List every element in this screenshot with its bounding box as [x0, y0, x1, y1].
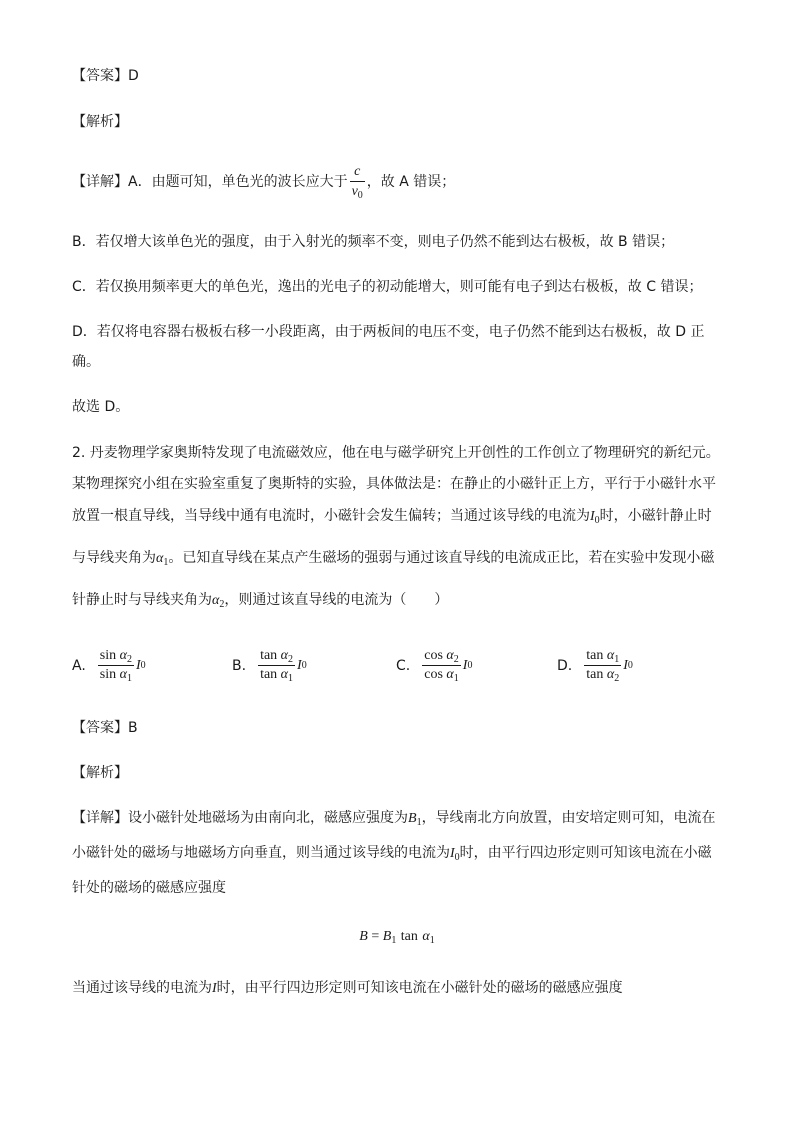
q2-option-d[interactable]: D. $\frac{\tan \alpha_1}{\tan \alpha_2}$ I 0 [557, 648, 633, 684]
q2-detail-3: 针处的磁场的磁感应强度 [72, 880, 226, 896]
q2-stem-5-var: α [212, 593, 220, 608]
eq-b: B [382, 929, 392, 944]
q2-stem-4-var: α [156, 551, 164, 566]
q1-detail-a [72, 162, 455, 202]
option-den-fn: cos [424, 667, 443, 682]
q2-answer-tag: 【答案】 [72, 720, 128, 736]
q2-detail-2-sub: 0 [454, 852, 460, 863]
option-alpha: α [119, 667, 127, 682]
eq-alpha-sub: 1 [429, 935, 435, 946]
q2-stem-5 [72, 590, 448, 611]
q1-line-c: C．若仅换用频率更大的单色光，逸出的光电子的初动能增大，则可能有电子到达右极板，故 C 错误； [72, 279, 703, 295]
option-label: A. [72, 657, 86, 674]
q2-analysis-tag: 【解析】 [72, 765, 128, 781]
option-alpha: α [606, 667, 615, 682]
q2-stem-4 [72, 548, 714, 569]
q1-detail-a-post: ，故 A 错误； [366, 174, 456, 190]
q1-frac-den: ν [351, 184, 358, 199]
option-alpha: α [606, 648, 615, 663]
option-fraction [422, 648, 461, 683]
option-fraction [258, 648, 295, 683]
q1-answer-line [72, 66, 139, 86]
option-den-sub: 1 [453, 673, 459, 684]
option-fraction [98, 648, 134, 683]
q2-answer-line [72, 718, 138, 738]
option-num-sub: 2 [453, 654, 459, 665]
q1-fraction-c-over-nu0 [350, 164, 365, 200]
q2-equation [0, 928, 794, 945]
q1-line-b: B．若仅增大该单色光的强度，由于入射光的频率不变，则电子仍然不能到达右极板，故 B 错误； [72, 234, 675, 250]
q1-conclusion: 故选 D。 [72, 399, 130, 415]
eq-op: = [367, 929, 383, 944]
q2-last-line [72, 978, 623, 999]
eq-b-sub: 1 [391, 935, 397, 946]
option-den-sub: 2 [614, 673, 620, 684]
eq-fn: tan [400, 929, 418, 944]
q1-answer-tag: 【答案】 [72, 68, 128, 84]
q2-last-post: 时，由平行四边形定则可知该电流在小磁针处的磁场的磁感应强度 [216, 980, 623, 996]
option-alpha: α [280, 648, 289, 663]
q1-detail-tag: 【详解】 [72, 174, 128, 190]
option-num-sub: 2 [126, 654, 132, 665]
option-num-fn: cos [424, 648, 443, 663]
option-alpha: α [446, 648, 454, 663]
q2-detail-2 [72, 843, 712, 864]
option-label: B. [232, 657, 247, 674]
q1-line-d2: 确。 [72, 354, 100, 370]
q2-option-c[interactable]: C. $\frac{\cos \alpha_2}{\cos \alpha_1}$ I 0 [396, 648, 473, 684]
q2-detail-2-var: I [450, 846, 455, 861]
option-den-fn: tan [260, 667, 278, 682]
option-den-fn: tan [586, 667, 604, 682]
option-alpha: α [446, 667, 454, 682]
q2-detail-2-pre: 小磁针处的磁场与地磁场方向垂直，则当通过该导线的电流为 [72, 845, 450, 861]
q2-stem-3-var: I [590, 509, 595, 524]
q2-option-b[interactable]: B. $\frac{\tan \alpha_2}{\tan \alpha_1}$ I 0 [232, 648, 307, 684]
option-current: I [462, 657, 468, 673]
q2-detail-2-post: 时，由平行四边形定则可知该电流在小磁 [459, 845, 712, 861]
q2-detail-1 [72, 808, 716, 829]
q1-answer-value: D [128, 68, 139, 84]
q2-stem-3-post: 时，小磁针静止时 [599, 508, 712, 524]
option-current: I [135, 657, 141, 673]
q2-stem-5-pre: 针静止时与导线夹角为 [72, 592, 212, 608]
option-num-fn: tan [260, 648, 278, 663]
q2-option-a[interactable]: A. $\frac{\sin \alpha_2}{\sin \alpha_1}$ I 0 [72, 648, 146, 684]
option-num-sub: 2 [288, 654, 294, 665]
option-label: D. [557, 657, 573, 674]
q2-stem-5-post: ，则通过该直导线的电流为（ ） [224, 592, 449, 608]
option-num-fn: sin [99, 648, 117, 663]
option-current: I [623, 657, 628, 673]
option-fraction [584, 648, 621, 683]
eq-alpha: α [422, 929, 430, 944]
q2-detail-tag: 【详解】 [72, 810, 128, 826]
q2-stem-3 [72, 506, 712, 527]
q2-stem-4-sub: 1 [163, 557, 169, 568]
option-label: C. [396, 657, 411, 674]
q2-detail-1-pre: 设小磁针处地磁场为由南向北，磁感应强度为 [128, 810, 408, 826]
q1-line-d1: D．若仅将电容器右极板右移一小段距离，由于两板间的电压不变，电子仍然不能到达右极板，故 D 正 [72, 324, 705, 340]
option-den-sub: 1 [126, 673, 132, 684]
q2-detail-1-post: ，导线南北方向放置，由安培定则可知，电流在 [421, 810, 716, 826]
q2-last-pre: 当通过该导线的电流为 [72, 980, 212, 996]
q2-detail-1-var: B [408, 811, 417, 826]
option-alpha: α [119, 648, 127, 663]
q2-stem-4-pre: 与导线夹角为 [72, 550, 156, 566]
option-num-sub: 1 [614, 654, 620, 665]
option-current: I [297, 657, 302, 673]
q1-frac-num: c [350, 164, 365, 182]
option-alpha: α [280, 667, 289, 682]
q2-last-var: I [212, 981, 217, 996]
option-num-fn: tan [586, 648, 604, 663]
q2-stem-3-pre: 放置一根直导线，当导线中通有电流时，小磁针会发生偏转；当通过该导线的电流为 [72, 508, 590, 524]
eq-lhs: B [359, 929, 368, 944]
option-den-fn: sin [99, 667, 117, 682]
q2-stem-4-post: 。已知直导线在某点产生磁场的强弱与通过该直导线的电流成正比，若在实验中发现小磁 [168, 550, 715, 566]
q2-stem-3-sub: 0 [594, 515, 600, 526]
q2-stem-1: 2. 丹麦物理学家奥斯特发现了电流磁效应，他在电与磁学研究上开创性的工作创立了物理研究的新纪元。 [72, 445, 720, 461]
q2-detail-1-sub: 1 [416, 817, 422, 828]
q2-answer-value: B [128, 720, 138, 736]
q2-stem-5-sub: 2 [219, 599, 225, 610]
q1-frac-den-sub: 0 [357, 190, 363, 201]
q1-detail-a-pre: A．由题可知，单色光的波长应大于 [128, 174, 348, 190]
q1-analysis-tag: 【解析】 [72, 114, 128, 130]
option-den-sub: 1 [288, 673, 294, 684]
q2-stem-2: 某物理探究小组在实验室重复了奥斯特的实验，具体做法是：在静止的小磁针正上方，平行于小磁针水平 [72, 476, 716, 492]
